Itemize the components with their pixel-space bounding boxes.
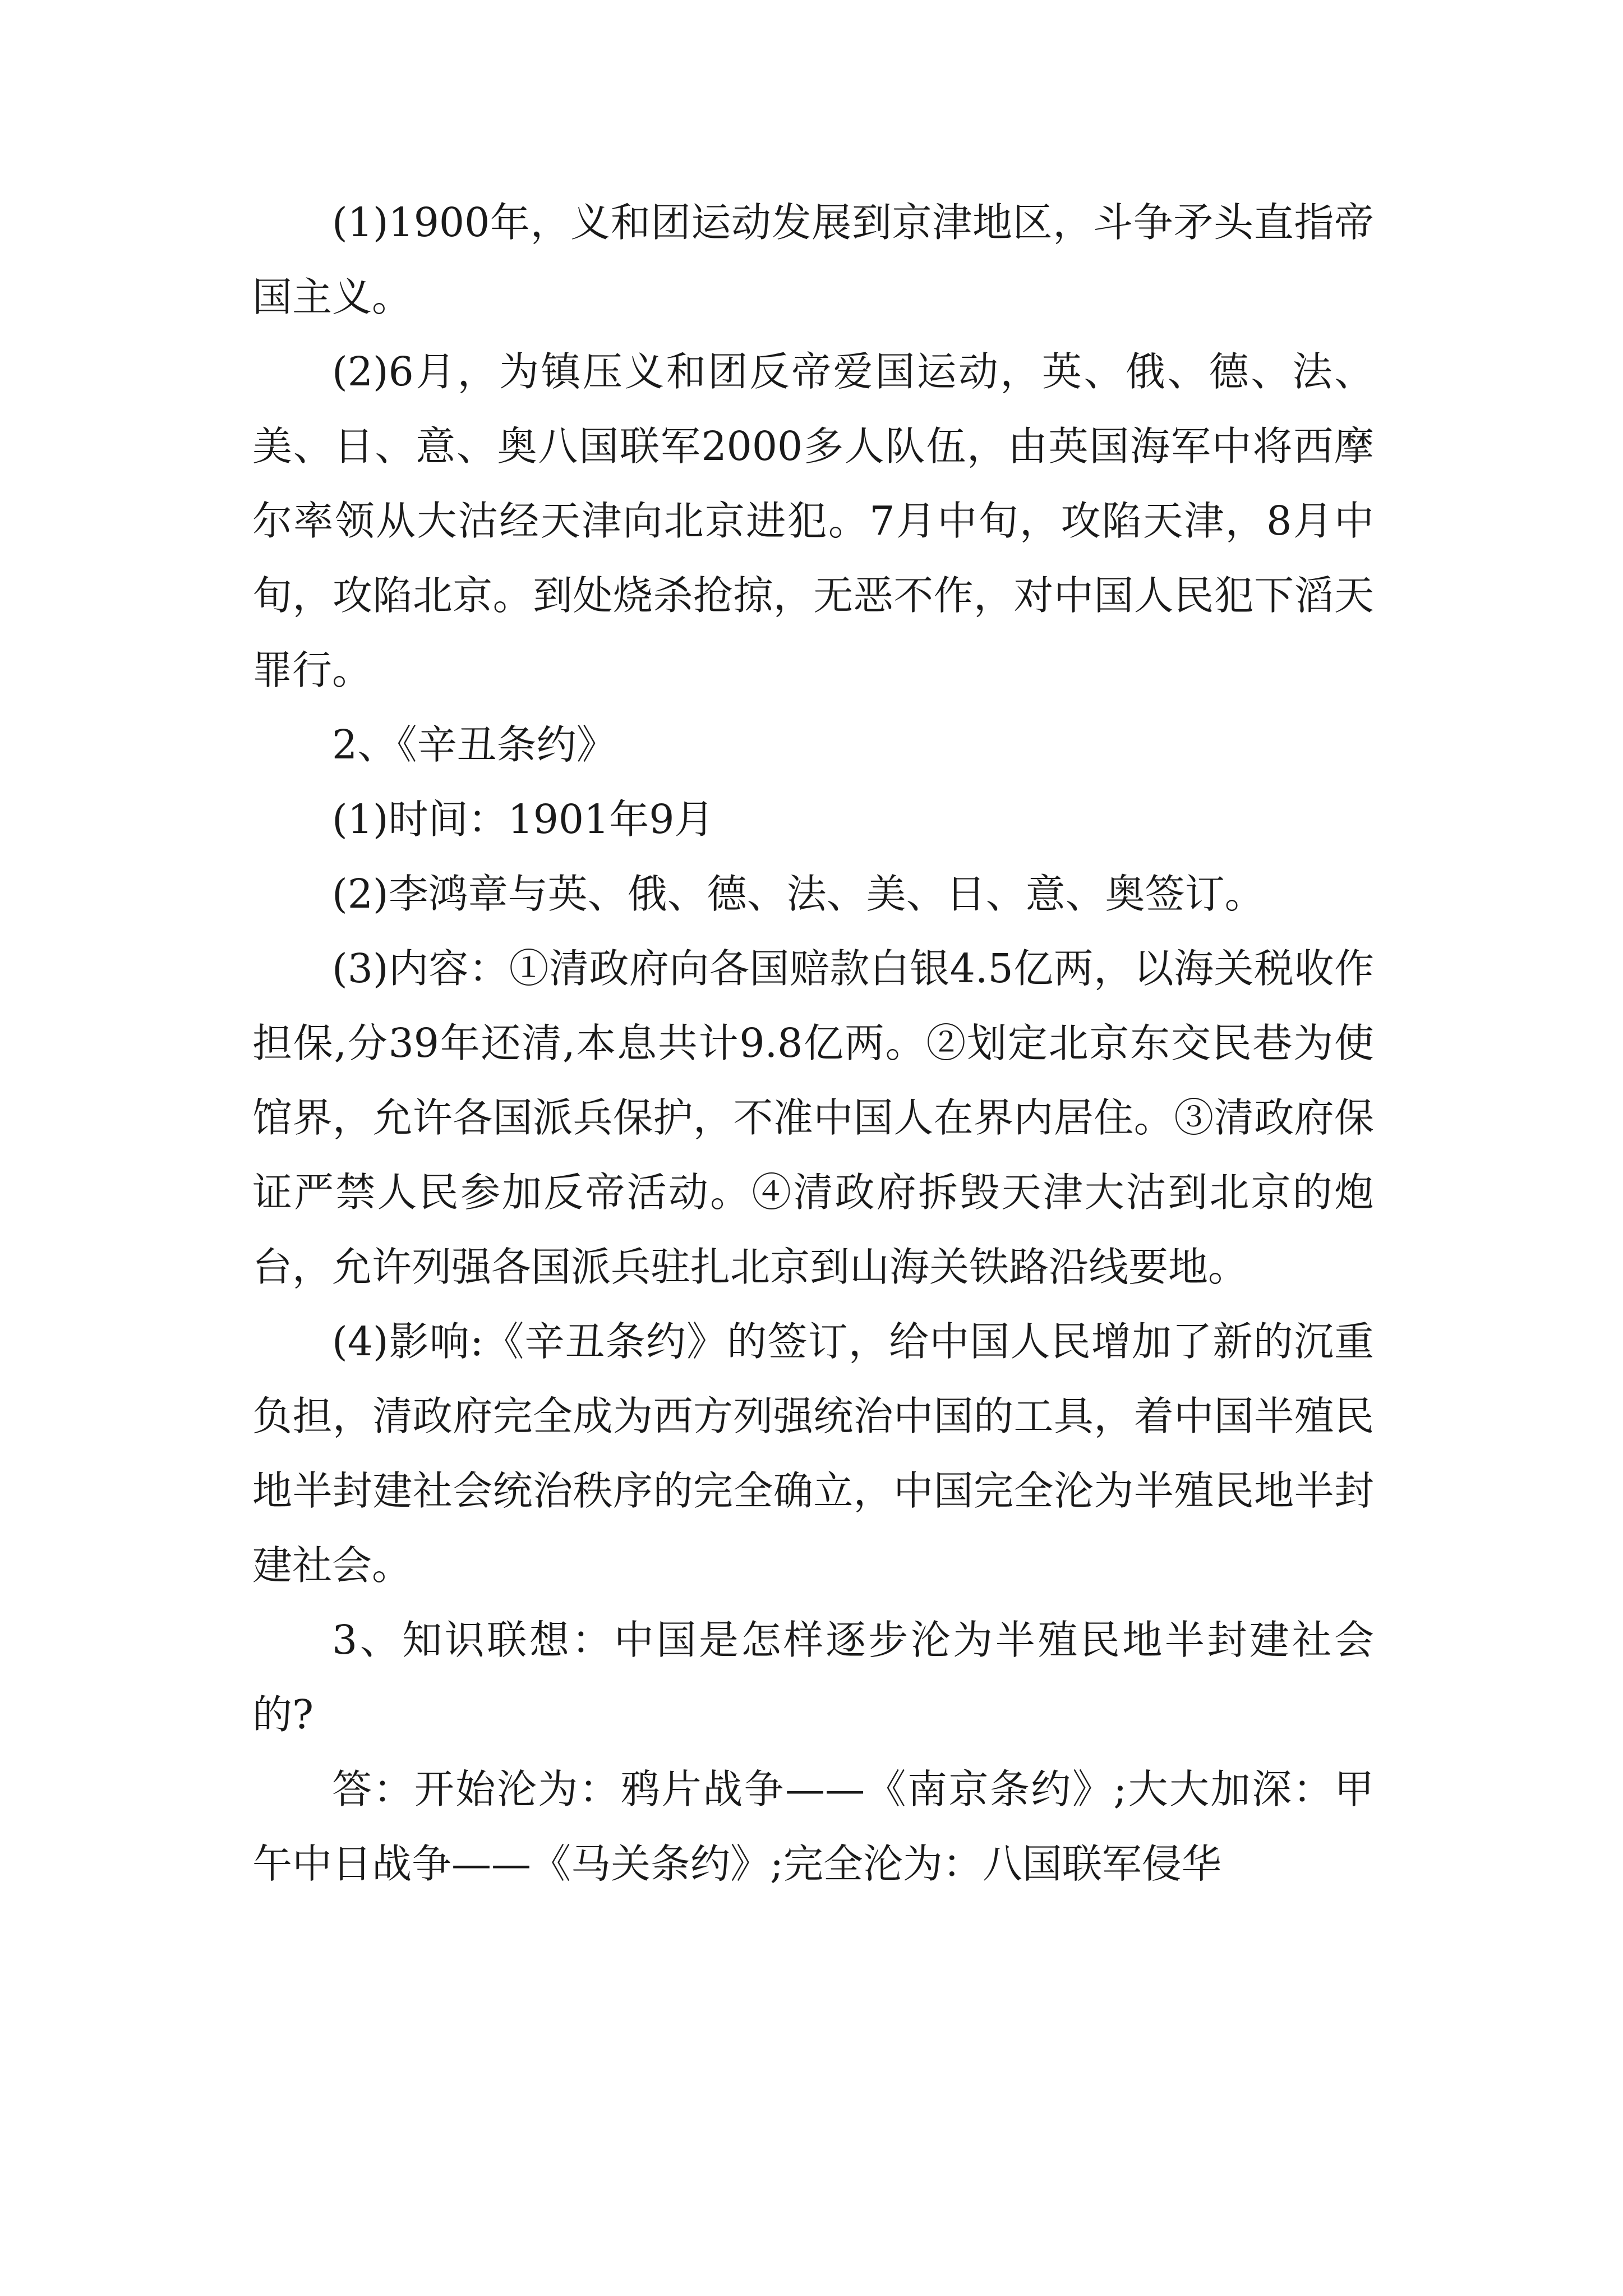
paragraph-eight-nation-alliance: (2)6月，为镇压义和团反帝爱国运动，英、俄、德、法、美、日、意、奥八国联军2000多人队伍，由英国海军中将西摩尔率领从大沽经天津向北京进犯。7月中旬，攻陷天津，8月中旬，攻陷北京。到处烧杀抢掠，无恶不作，对中国人民犯下滔天罪行。 [252, 348, 1374, 693]
paragraph-protocol-content: (3)内容：①清政府向各国赔款白银4.5亿两，以海关税收作担保,分39年还清,本息共计9.8亿两。②划定北京东交民巷为使馆界，允许各国派兵保护，不准中国人在界内居住。③清政府保证严禁人民参加反帝活动。④清政府拆毁天津大沽到北京的炮台，允许列强各国派兵驻扎北京到山海关铁路沿线要地。 [252, 945, 1374, 1290]
paragraph-protocol-time: (1)时间：1901年9月 [332, 796, 714, 843]
paragraph-answer: 答：开始沦为：鸦片战争——《南京条约》;大大加深：甲午中日战争——《马关条约》;完全沦为：八国联军侵华 [252, 1766, 1374, 1887]
paragraph-protocol-signatories: (2)李鸿章与英、俄、德、法、美、日、意、奥签订。 [332, 871, 1265, 917]
section-heading-boxer-protocol: 2、《辛丑条约》 [332, 721, 616, 768]
paragraph-boxer-1900: (1)1900年，义和团运动发展到京津地区，斗争矛头直指帝国主义。 [252, 199, 1374, 320]
document-page [252, 185, 1374, 1901]
paragraph-protocol-impact: (4)影响:《辛丑条约》的签订，给中国人民增加了新的沉重负担，清政府完全成为西方列强统治中国的工具，着中国半殖民地半封建社会统治秩序的完全确立，中国完全沦为半殖民地半封建社会。 [252, 1318, 1374, 1589]
section-heading-knowledge-link: 3、知识联想：中国是怎样逐步沦为半殖民地半封建社会的? [252, 1617, 1374, 1738]
